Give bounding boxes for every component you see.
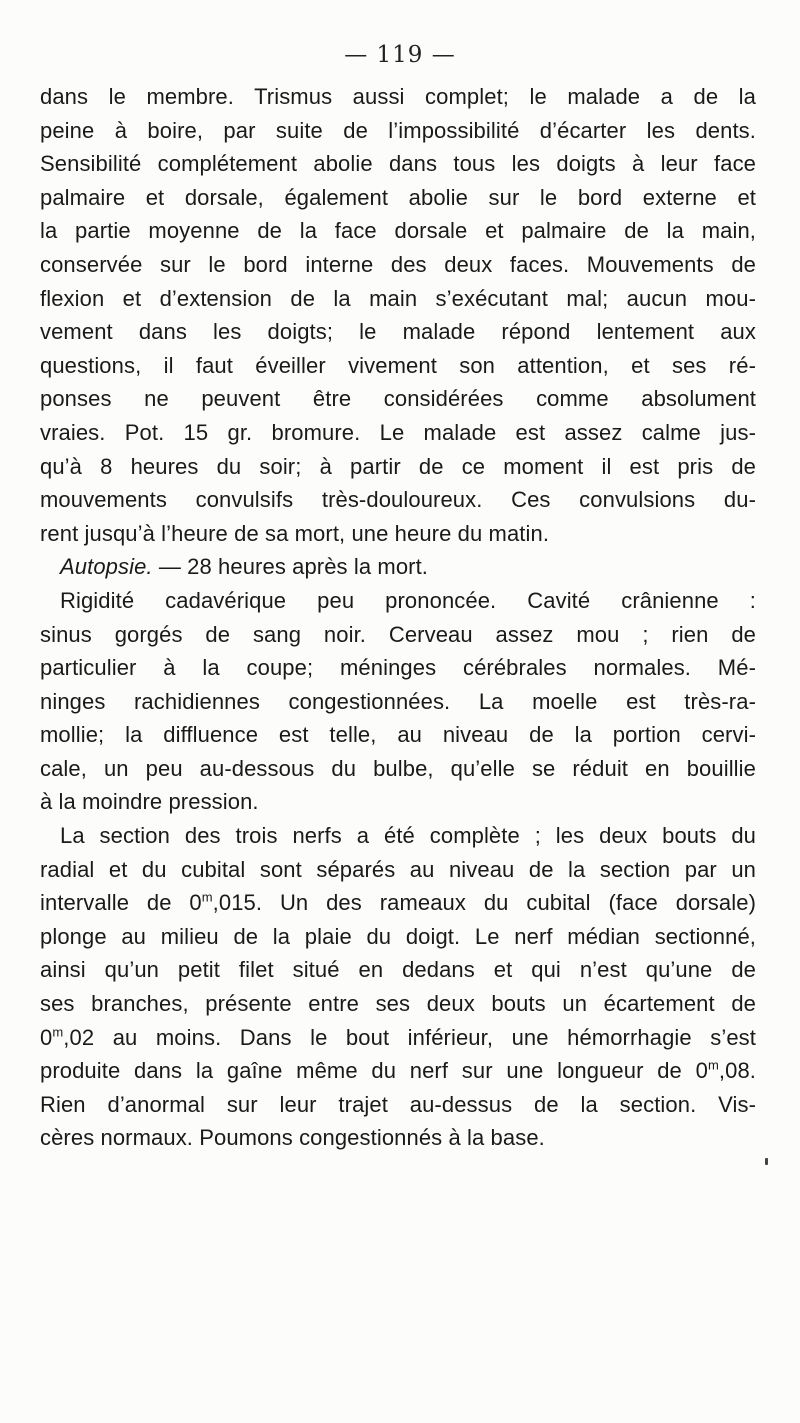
text-line: ponses ne peuvent être considérées comme absolument [40,386,756,412]
unit-superscript: m [52,1024,64,1040]
text-line: ses branches, présente entre ses deux bouts un écartement de [40,991,756,1017]
text-line: la partie moyenne de la face dorsale et palmaire de la main, [40,218,756,244]
text-line: mollie; la diffluence est telle, au niveau de la portion cervi- [40,722,756,748]
autopsy-heading: Autopsie. [60,554,153,580]
autopsy-time: — 28 heures après la mort. [152,554,429,580]
body-text [40,80,756,1155]
text-segment: ,015. Un des rameaux du cubital (face dorsale) [212,890,756,916]
text-line: conservée sur le bord interne des deux faces. Mouvements de [40,251,756,277]
unit-superscript: m [707,1057,719,1073]
text-line: dans le membre. Trismus aussi complet; le malade a de la [40,84,756,109]
page-number: — 119 — [344,42,456,68]
text-line: cères normaux. Poumons congestionnés à la base. [40,1125,545,1151]
text-line: plonge au milieu de la plaie du doigt. Le nerf médian sectionné, [40,923,756,949]
unit-superscript: m [201,889,213,905]
autopsy-heading-line [40,550,756,584]
text-line: palmaire et dorsale, également abolie sur le bord externe et [40,184,756,210]
text-line: radial et du cubital sont séparés au niveau de la section par un [40,856,756,882]
text-line: vraies. Pot. 15 gr. bromure. Le malade est assez calme jus- [40,419,756,445]
text-line: ainsi qu’un petit filet situé en dedans et qui n’est qu’une de [40,957,756,983]
text-line: Rien d’anormal sur leur trajet au-dessus de la section. Vis- [40,1091,756,1117]
text-segment: 0 [40,1024,53,1050]
text-line: mouvements convulsifs très-douloureux. Ces convulsions du- [40,487,756,513]
text-line: rent jusqu’à l’heure de sa mort, une heure du matin. [40,520,550,546]
paragraph-autopsy [40,584,756,819]
text-segment: ,08. [718,1058,756,1084]
text-line: La section des trois nerfs a été complète ; les deux bouts du [60,823,756,849]
text-line: peine à boire, par suite de l’impossibilité d’écarter les dents. [40,117,756,143]
text-segment: intervalle de 0 [40,890,202,916]
text-line: Sensibilité complétement abolie dans tous les doigts à leur face [40,151,756,177]
paragraph-nerves [40,819,756,1155]
text-line [40,1021,756,1055]
text-line: qu’à 8 heures du soir; à partir de ce moment il est pris de [40,453,756,479]
paragraph-symptoms [40,80,756,550]
text-line: vement dans les doigts; le malade répond lentement aux [40,319,756,345]
text-line: ninges rachidiennes congestionnées. La moelle est très-ra- [40,688,756,714]
margin-mark [765,1158,768,1165]
text-line: Rigidité cadavérique peu prononcée. Cavité crânienne : [60,587,756,613]
text-line: particulier à la coupe; méninges cérébrales normales. Mé- [40,655,756,681]
text-line: à la moindre pression. [40,789,259,815]
text-line [40,886,756,920]
text-line: cale, un peu au-dessous du bulbe, qu’elle se réduit en bouillie [40,755,756,781]
text-line: sinus gorgés de sang noir. Cerveau assez mou ; rien de [40,621,756,647]
text-line: questions, il faut éveiller vivement son attention, et ses ré- [40,352,756,378]
text-segment: produite dans la gaîne même du nerf sur une longueur de 0 [40,1058,708,1084]
text-segment: ,02 au moins. Dans le bout inférieur, une hémorrhagie s’est [63,1024,756,1050]
text-line [40,1054,756,1088]
text-line: flexion et d’extension de la main s’exécutant mal; aucun mou- [40,285,756,311]
